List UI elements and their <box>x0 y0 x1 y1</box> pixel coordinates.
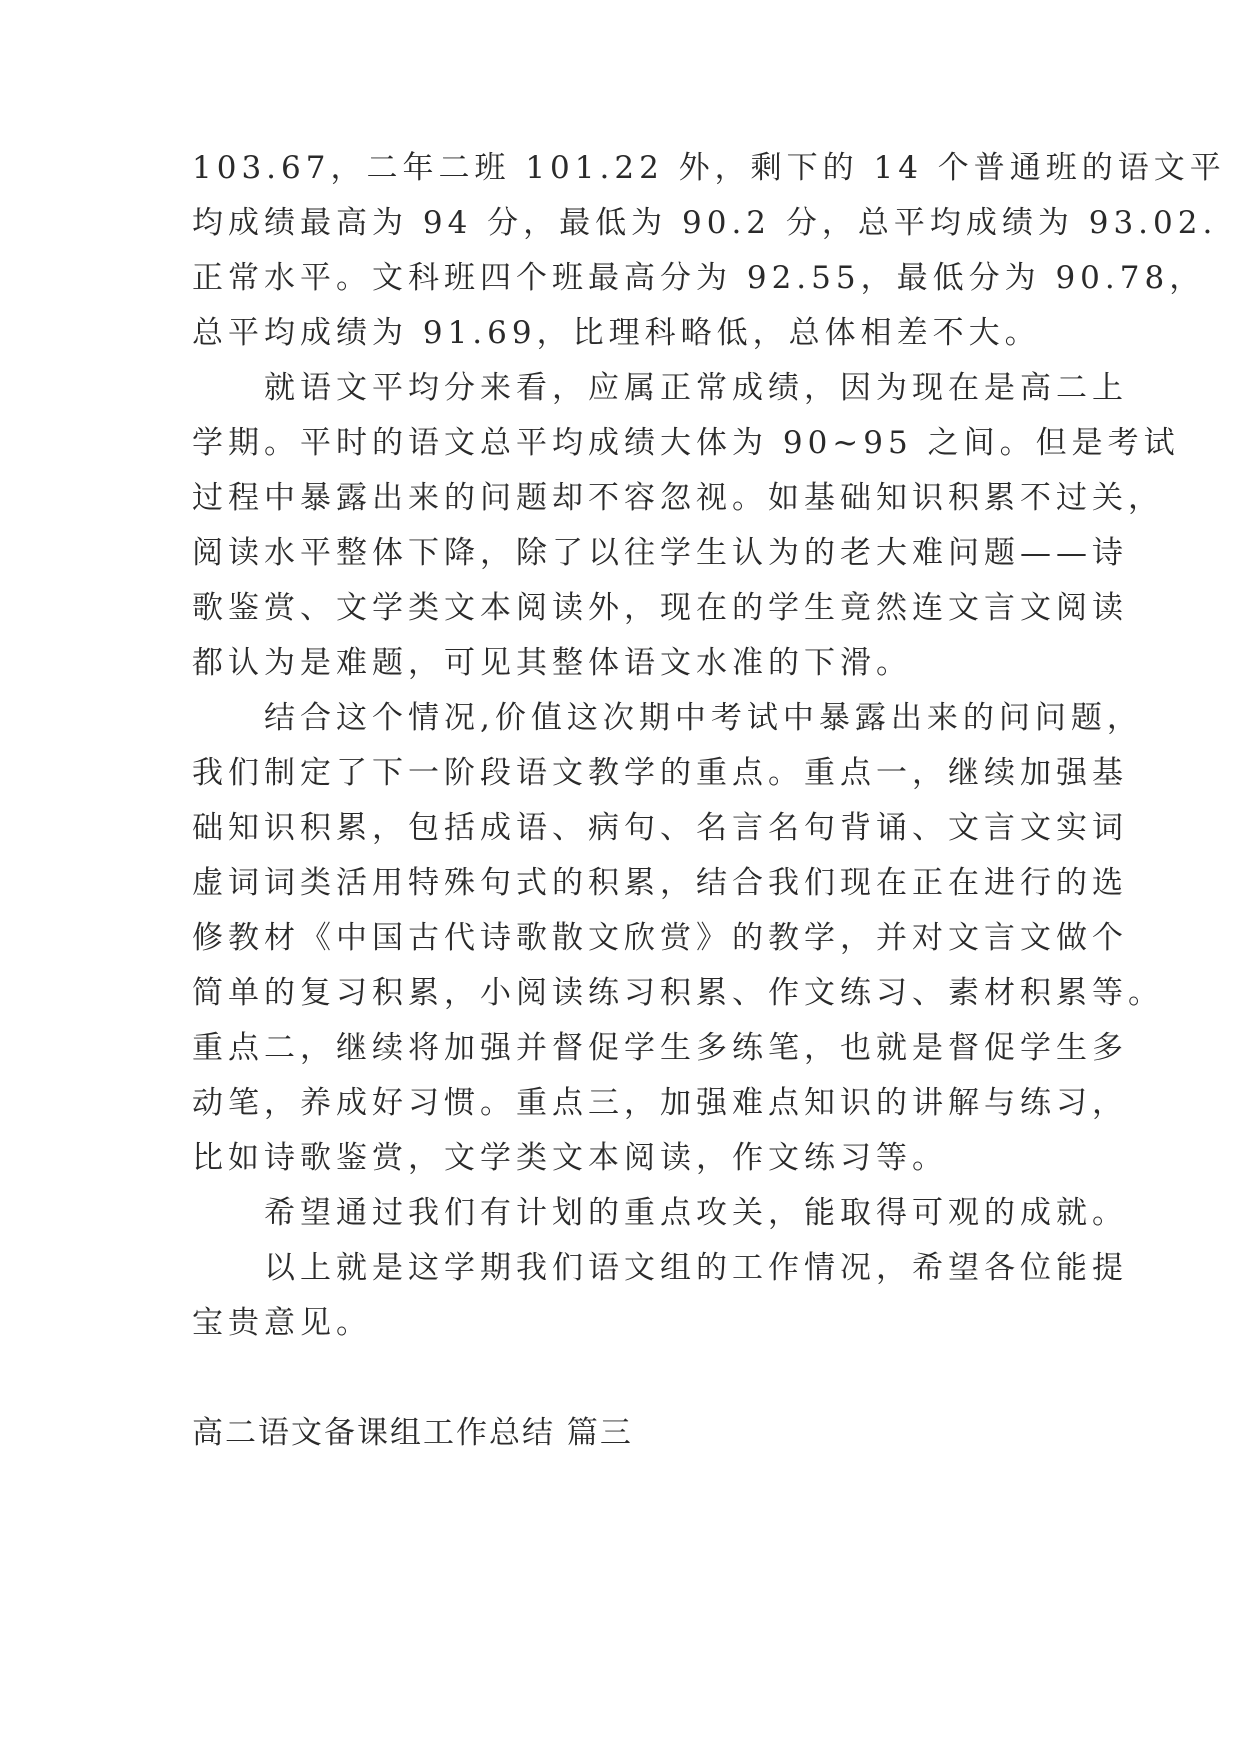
body-line: 阅读水平整体下降，除了以往学生认为的老大难问题——诗 <box>192 535 1128 571</box>
body-line: 都认为是难题，可见其整体语文水准的下滑。 <box>192 645 912 681</box>
body-line: 修教材《中国古代诗歌散文欣赏》的教学，并对文言文做个 <box>192 920 1128 956</box>
body-line: 结合这个情况,价值这次期中考试中暴露出来的问问题， <box>192 700 1143 736</box>
body-line: 总平均成绩为 91.69，比理科略低，总体相差不大。 <box>192 315 1041 351</box>
body-line: 简单的复习积累，小阅读练习积累、作文练习、素材积累等。 <box>192 975 1164 1011</box>
body-line: 歌鉴赏、文学类文本阅读外，现在的学生竟然连文言文阅读 <box>192 590 1128 626</box>
body-line: 动笔，养成好习惯。重点三，加强难点知识的讲解与练习， <box>192 1085 1128 1121</box>
body-line: 就语文平均分来看，应属正常成绩，因为现在是高二上 <box>192 370 1128 406</box>
body-line: 我们制定了下一阶段语文教学的重点。重点一，继续加强基 <box>192 755 1128 791</box>
body-line: 比如诗歌鉴赏，文学类文本阅读，作文练习等。 <box>192 1140 948 1176</box>
body-line: 过程中暴露出来的问题却不容忽视。如基础知识积累不过关， <box>192 480 1164 516</box>
body-line: 希望通过我们有计划的重点攻关，能取得可观的成就。 <box>192 1195 1128 1231</box>
body-line: 虚词词类活用特殊句式的积累，结合我们现在正在进行的选 <box>192 865 1128 901</box>
body-line: 础知识积累，包括成语、病句、名言名句背诵、文言文实词 <box>192 810 1128 846</box>
section-heading: 高二语文备课组工作总结 篇三 <box>192 1415 633 1451</box>
body-line: 以上就是这学期我们语文组的工作情况，希望各位能提 <box>192 1250 1128 1286</box>
body-line: 均成绩最高为 94 分，最低为 90.2 分，总平均成绩为 93.02. <box>192 205 1218 241</box>
body-line: 重点二，继续将加强并督促学生多练笔，也就是督促学生多 <box>192 1030 1128 1066</box>
body-line: 宝贵意见。 <box>192 1305 372 1341</box>
body-line: 正常水平。文科班四个班最高分为 92.55，最低分为 90.78， <box>192 260 1206 296</box>
body-line: 103.67，二年二班 101.22 外，剩下的 14 个普通班的语文平 <box>192 150 1226 186</box>
body-line: 学期。平时的语文总平均成绩大体为 90~95 之间。但是考试 <box>192 425 1180 461</box>
